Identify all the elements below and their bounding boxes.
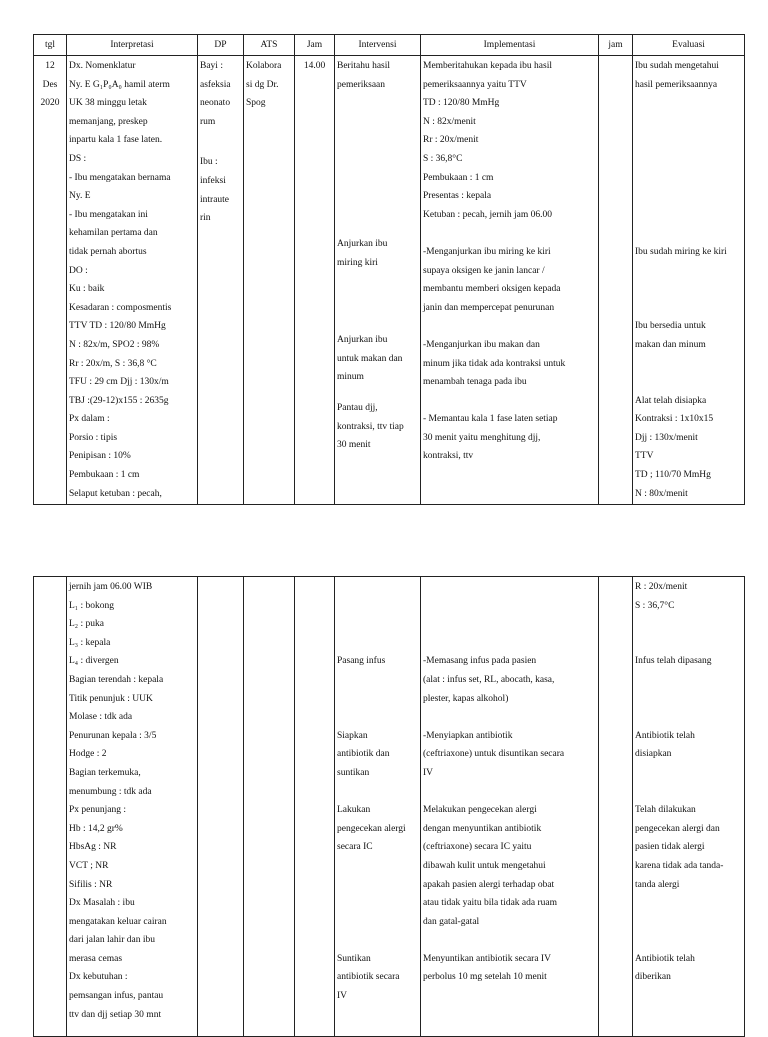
dp-cell-2 bbox=[198, 577, 244, 1037]
text-line bbox=[635, 299, 742, 318]
text-line: pengecekan alergi bbox=[337, 823, 406, 834]
text-line: Penurunan kepala : 3/5 bbox=[69, 730, 157, 741]
text-line: infeksi bbox=[200, 175, 226, 186]
text-line: pemeriksaannya yaitu TTV bbox=[423, 79, 527, 90]
text-line: Pembukaan : 1 cm bbox=[423, 172, 494, 183]
text-line: mengatakan keluar cairan bbox=[69, 916, 167, 927]
text-line: Ketuban : pecah, jernih jam 06.00 bbox=[423, 209, 553, 220]
text-line: L₁ : bokong bbox=[69, 600, 115, 611]
text-line: Siapkan bbox=[337, 730, 368, 741]
text-line: perbolus 10 mg setelah 10 menit bbox=[423, 972, 547, 983]
text-line: DS : bbox=[69, 153, 87, 164]
text-line bbox=[635, 708, 742, 727]
text-line bbox=[635, 615, 742, 634]
text-line: makan dan minum bbox=[635, 339, 706, 350]
text-line: kontraksi, ttv bbox=[423, 451, 474, 462]
text-line: jernih jam 06.00 WIB bbox=[69, 582, 153, 592]
dp-ibu-block bbox=[200, 153, 241, 227]
text-line bbox=[337, 857, 418, 876]
text-line: Antibiotik telah bbox=[635, 730, 695, 741]
text-line: TBJ :(29-12)x155 : 2635g bbox=[69, 395, 169, 406]
text-line: Dx. Nomenklatur bbox=[69, 61, 136, 71]
text-line: merasa cemas bbox=[69, 953, 123, 964]
text-line: Penipisan : 10% bbox=[69, 451, 131, 462]
text-line bbox=[635, 894, 742, 913]
text-line bbox=[337, 597, 418, 616]
text-line: Djj : 130x/menit bbox=[635, 432, 698, 443]
text-line: TFU : 29 cm Djj : 130x/m bbox=[69, 377, 169, 388]
text-line: dari jalan lahir dan ibu bbox=[69, 935, 155, 946]
text-line: antibiotik secara bbox=[337, 972, 400, 983]
text-line: -Menganjurkan ibu makan dan bbox=[423, 339, 540, 350]
text-line: membantu memberi oksigen kepada bbox=[423, 284, 561, 295]
text-line bbox=[635, 224, 742, 243]
text-line: L₄ : divergen bbox=[69, 656, 119, 667]
text-line: Dx kebutuhan : bbox=[69, 972, 128, 983]
text-line: N : 82x/menit bbox=[423, 116, 476, 127]
text-line: Melakukan pengecekan alergi bbox=[423, 805, 537, 816]
text-line: Ibu : bbox=[200, 157, 218, 168]
text-line: -Menganjurkan ibu miring ke kiri bbox=[423, 246, 551, 257]
text-line: Sifilis : NR bbox=[69, 879, 113, 890]
text-line: untuk makan dan bbox=[337, 353, 403, 364]
header-row bbox=[34, 35, 745, 56]
header-ats: ATS bbox=[244, 35, 295, 56]
text-line: Titik penunjuk : UUK bbox=[69, 693, 153, 704]
text-line bbox=[423, 392, 596, 411]
text-line: TD ; 110/70 MmHg bbox=[635, 470, 711, 481]
text-line bbox=[423, 634, 596, 653]
text-line: neonato bbox=[200, 98, 231, 109]
text-line: Rr : 20x/m, S : 36,8 °C bbox=[69, 358, 157, 369]
ats-cell-2 bbox=[244, 577, 295, 1037]
page-1-table bbox=[33, 34, 745, 505]
text-line bbox=[337, 634, 418, 653]
text-line bbox=[337, 931, 418, 950]
text-line: TD : 120/80 MmHg bbox=[423, 98, 500, 109]
text-line bbox=[423, 597, 596, 616]
text-line bbox=[635, 764, 742, 783]
text-line: disiapkan bbox=[635, 749, 672, 760]
text-line bbox=[635, 931, 742, 950]
text-line: 30 menit bbox=[337, 440, 371, 451]
text-line: Lakukan bbox=[337, 805, 371, 816]
text-line: S : 36,7°C bbox=[635, 600, 675, 611]
text-line: suntikan bbox=[337, 767, 370, 778]
text-line: Telah dilakukan bbox=[635, 805, 696, 816]
text-line: Alat telah disiapka bbox=[635, 395, 707, 406]
header-intervensi: Intervensi bbox=[335, 35, 421, 56]
text-line: si dg Dr. bbox=[246, 79, 279, 90]
tgl-line: 12 bbox=[45, 61, 55, 71]
text-line: Kesadaran : composmentis bbox=[69, 302, 172, 313]
text-line bbox=[337, 708, 418, 727]
text-line: dibawah kulit untuk mengetahui bbox=[423, 860, 546, 871]
text-line bbox=[423, 931, 596, 950]
text-line: L₂ : puka bbox=[69, 619, 104, 630]
text-line: menambah tenaga pada ibu bbox=[423, 377, 527, 388]
text-line bbox=[635, 187, 742, 206]
text-line: rin bbox=[200, 213, 211, 224]
text-line: dan gatal-gatal bbox=[423, 916, 480, 927]
text-line: Antibiotik telah bbox=[635, 953, 695, 964]
jam-2-cell-2 bbox=[599, 577, 633, 1037]
text-line: Beritahu hasil bbox=[337, 61, 391, 71]
text-line bbox=[635, 94, 742, 113]
text-line bbox=[337, 690, 418, 709]
intervensi-block bbox=[337, 235, 418, 331]
text-line: atau tidak yaitu bila tidak ada ruam bbox=[423, 898, 558, 909]
text-line: antibiotik dan bbox=[337, 749, 390, 760]
text-line: Pasang infus bbox=[337, 656, 386, 667]
text-line bbox=[635, 169, 742, 188]
text-line: R : 20x/menit bbox=[635, 582, 688, 592]
text-line bbox=[337, 783, 418, 802]
tgl-line: 2020 bbox=[40, 98, 60, 109]
text-line bbox=[423, 708, 596, 727]
ats-cell bbox=[244, 56, 295, 505]
interpretasi-cell-2 bbox=[67, 577, 198, 1037]
text-line: Px penunjang : bbox=[69, 805, 126, 816]
text-line: Bayi : bbox=[200, 61, 223, 71]
text-line: Pantau djj, bbox=[337, 403, 378, 413]
text-line: menumbung : tdk ada bbox=[69, 786, 152, 797]
text-line: Ibu bersedia untuk bbox=[635, 321, 706, 332]
text-line: tanda alergi bbox=[635, 879, 680, 890]
text-line: inpartu kala 1 fase laten. bbox=[69, 135, 163, 146]
text-line: karena tidak ada tanda- bbox=[635, 860, 724, 871]
implementasi-cell-2 bbox=[421, 577, 599, 1037]
text-line: Dx Masalah : ibu bbox=[69, 898, 135, 909]
dp-bayi-block bbox=[200, 57, 241, 131]
text-line: VCT ; NR bbox=[69, 860, 109, 871]
text-line: secara IC bbox=[337, 842, 373, 853]
text-line bbox=[423, 578, 596, 597]
text-line: Hodge : 2 bbox=[69, 749, 107, 760]
header-evaluasi: Evaluasi bbox=[633, 35, 745, 56]
text-line: Ku : baik bbox=[69, 284, 105, 295]
text-line bbox=[635, 373, 742, 392]
intervensi-cell-2 bbox=[335, 577, 421, 1037]
text-line: TTV bbox=[635, 451, 654, 462]
text-line: hasil pemeriksaannya bbox=[635, 79, 718, 90]
text-line: - Ibu mengatakan bernama bbox=[69, 172, 171, 183]
text-line: tidak pernah abortus bbox=[69, 246, 147, 257]
text-line: Spog bbox=[246, 98, 266, 109]
text-line: dengan menyuntikan antibiotik bbox=[423, 823, 542, 834]
text-line: memanjang, preskep bbox=[69, 116, 148, 127]
text-line bbox=[635, 150, 742, 169]
jam-value: 14.00 bbox=[303, 61, 326, 71]
text-line: Ibu sudah miring ke kiri bbox=[635, 246, 727, 257]
text-line: (alat : infus set, RL, abocath, kasa, bbox=[423, 674, 555, 685]
page-1-body-row bbox=[34, 56, 745, 505]
text-line bbox=[635, 113, 742, 132]
text-line: IV bbox=[423, 767, 434, 778]
text-line bbox=[635, 131, 742, 150]
text-line bbox=[635, 262, 742, 281]
header-dp: DP bbox=[198, 35, 244, 56]
text-line: pasien tidak alergi bbox=[635, 842, 705, 853]
text-line: miring kiri bbox=[337, 257, 378, 268]
text-line: -Menyiapkan antibiotik bbox=[423, 730, 513, 741]
text-line bbox=[337, 876, 418, 895]
text-line: janin dan mempercepat penurunan bbox=[423, 302, 555, 313]
text-line: Suntikan bbox=[337, 953, 371, 964]
text-line: minum jika tidak ada kontraksi untuk bbox=[423, 358, 566, 369]
text-line: pemsangan infus, pantau bbox=[69, 991, 164, 1002]
text-line bbox=[635, 634, 742, 653]
text-line bbox=[337, 578, 418, 597]
text-line bbox=[337, 913, 418, 932]
text-line: Presentas : kepala bbox=[423, 191, 492, 202]
text-line: S : 36,8°C bbox=[423, 153, 463, 164]
text-line: N : 82x/m, SPO2 : 98% bbox=[69, 339, 160, 350]
text-line: Ibu sudah mengetahui bbox=[635, 61, 719, 71]
text-line bbox=[423, 783, 596, 802]
text-line bbox=[635, 783, 742, 802]
text-line: N : 80x/menit bbox=[635, 488, 688, 499]
text-line: Anjurkan ibu bbox=[337, 335, 388, 345]
text-line bbox=[337, 894, 418, 913]
text-line: Hb : 14,2 gr% bbox=[69, 823, 123, 834]
text-line: (ceftriaxone) secara IC yaitu bbox=[423, 842, 532, 853]
text-line bbox=[337, 615, 418, 634]
intervensi-block bbox=[337, 331, 418, 399]
intervensi-block bbox=[337, 57, 418, 235]
text-line: IV bbox=[337, 991, 348, 1002]
page-2-table bbox=[33, 576, 745, 1037]
text-line: Pembukaan : 1 cm bbox=[69, 470, 140, 481]
evaluasi-cell bbox=[633, 56, 745, 505]
text-line: Ny. E G₁P₀A₀ hamil aterm bbox=[69, 79, 170, 90]
text-line: Ny. E bbox=[69, 191, 91, 202]
jam-cell-2 bbox=[295, 577, 335, 1037]
text-line: (ceftriaxone) untuk disuntikan secara bbox=[423, 749, 565, 760]
text-line: apakah pasien alergi terhadap obat bbox=[423, 879, 555, 890]
text-line: minum bbox=[337, 372, 364, 383]
evaluasi-cell-2 bbox=[633, 577, 745, 1037]
text-line: Kolabora bbox=[246, 61, 282, 71]
intervensi-block bbox=[337, 399, 418, 455]
text-line: Infus telah dipasang bbox=[635, 656, 712, 667]
text-line bbox=[423, 317, 596, 336]
text-line: supaya oksigen ke janin lancar / bbox=[423, 265, 545, 276]
text-line: Molase : tdk ada bbox=[69, 712, 133, 723]
header-tgl: tgl bbox=[34, 35, 67, 56]
jam-2-cell bbox=[599, 56, 633, 505]
text-line: pengecekan alergi dan bbox=[635, 823, 720, 834]
text-line: DO : bbox=[69, 265, 88, 276]
tgl-line: Des bbox=[42, 79, 58, 90]
text-line: Bagian terendah : kepala bbox=[69, 674, 164, 685]
text-line: Px dalam : bbox=[69, 414, 110, 425]
text-line: ttv dan djj setiap 30 mnt bbox=[69, 1009, 162, 1020]
text-line: 30 menit yaitu menghitung djj, bbox=[423, 432, 541, 443]
text-line: Selaput ketuban : pecah, bbox=[69, 488, 162, 499]
jam-cell bbox=[295, 56, 335, 505]
text-line: diberikan bbox=[635, 972, 671, 983]
text-line bbox=[423, 615, 596, 634]
text-line: plester, kapas alkohol) bbox=[423, 693, 509, 704]
text-line bbox=[635, 913, 742, 932]
text-line: UK 38 minggu letak bbox=[69, 98, 147, 109]
text-line: TTV TD : 120/80 MmHg bbox=[69, 321, 166, 332]
text-line: -Memasang infus pada pasien bbox=[423, 656, 537, 667]
text-line: Anjurkan ibu bbox=[337, 239, 388, 249]
text-line: Porsio : tipis bbox=[69, 432, 118, 443]
text-line bbox=[635, 206, 742, 225]
text-line: rum bbox=[200, 116, 216, 127]
text-line: Memberitahukan kepada ibu hasil bbox=[423, 61, 553, 71]
dp-cell bbox=[198, 56, 244, 505]
text-line: HbsAg : NR bbox=[69, 842, 117, 853]
header-jam: Jam bbox=[295, 35, 335, 56]
tgl-cell-2 bbox=[34, 577, 67, 1037]
header-interpretasi: Interpretasi bbox=[67, 35, 198, 56]
text-line bbox=[635, 690, 742, 709]
text-line: Bagian terkemuka, bbox=[69, 767, 141, 778]
interpretasi-cell bbox=[67, 56, 198, 505]
tgl-cell bbox=[34, 56, 67, 505]
text-line: kontraksi, ttv tiap bbox=[337, 421, 404, 432]
text-line: Kontraksi : 1x10x15 bbox=[635, 414, 714, 425]
implementasi-cell bbox=[421, 56, 599, 505]
text-line: - Memantau kala 1 fase laten setiap bbox=[423, 414, 558, 425]
text-line bbox=[635, 280, 742, 299]
text-line: L₃ : kepala bbox=[69, 637, 111, 648]
header-implementasi: Implementasi bbox=[421, 35, 599, 56]
intervensi-cell bbox=[335, 56, 421, 505]
text-line: asfeksia bbox=[200, 79, 231, 90]
text-line: pemeriksaan bbox=[337, 79, 386, 90]
text-line: - Ibu mengatakan ini bbox=[69, 209, 148, 220]
text-line bbox=[423, 224, 596, 243]
text-line: Rr : 20x/menit bbox=[423, 135, 479, 146]
header-jam-2: jam bbox=[599, 35, 633, 56]
text-line bbox=[337, 671, 418, 690]
text-line: Menyuntikan antibiotik secara IV bbox=[423, 953, 551, 964]
text-line bbox=[635, 355, 742, 374]
text-line: kehamilan pertama dan bbox=[69, 228, 158, 239]
page-2-body-row bbox=[34, 577, 745, 1037]
text-line bbox=[635, 671, 742, 690]
text-line: intraute bbox=[200, 194, 230, 205]
